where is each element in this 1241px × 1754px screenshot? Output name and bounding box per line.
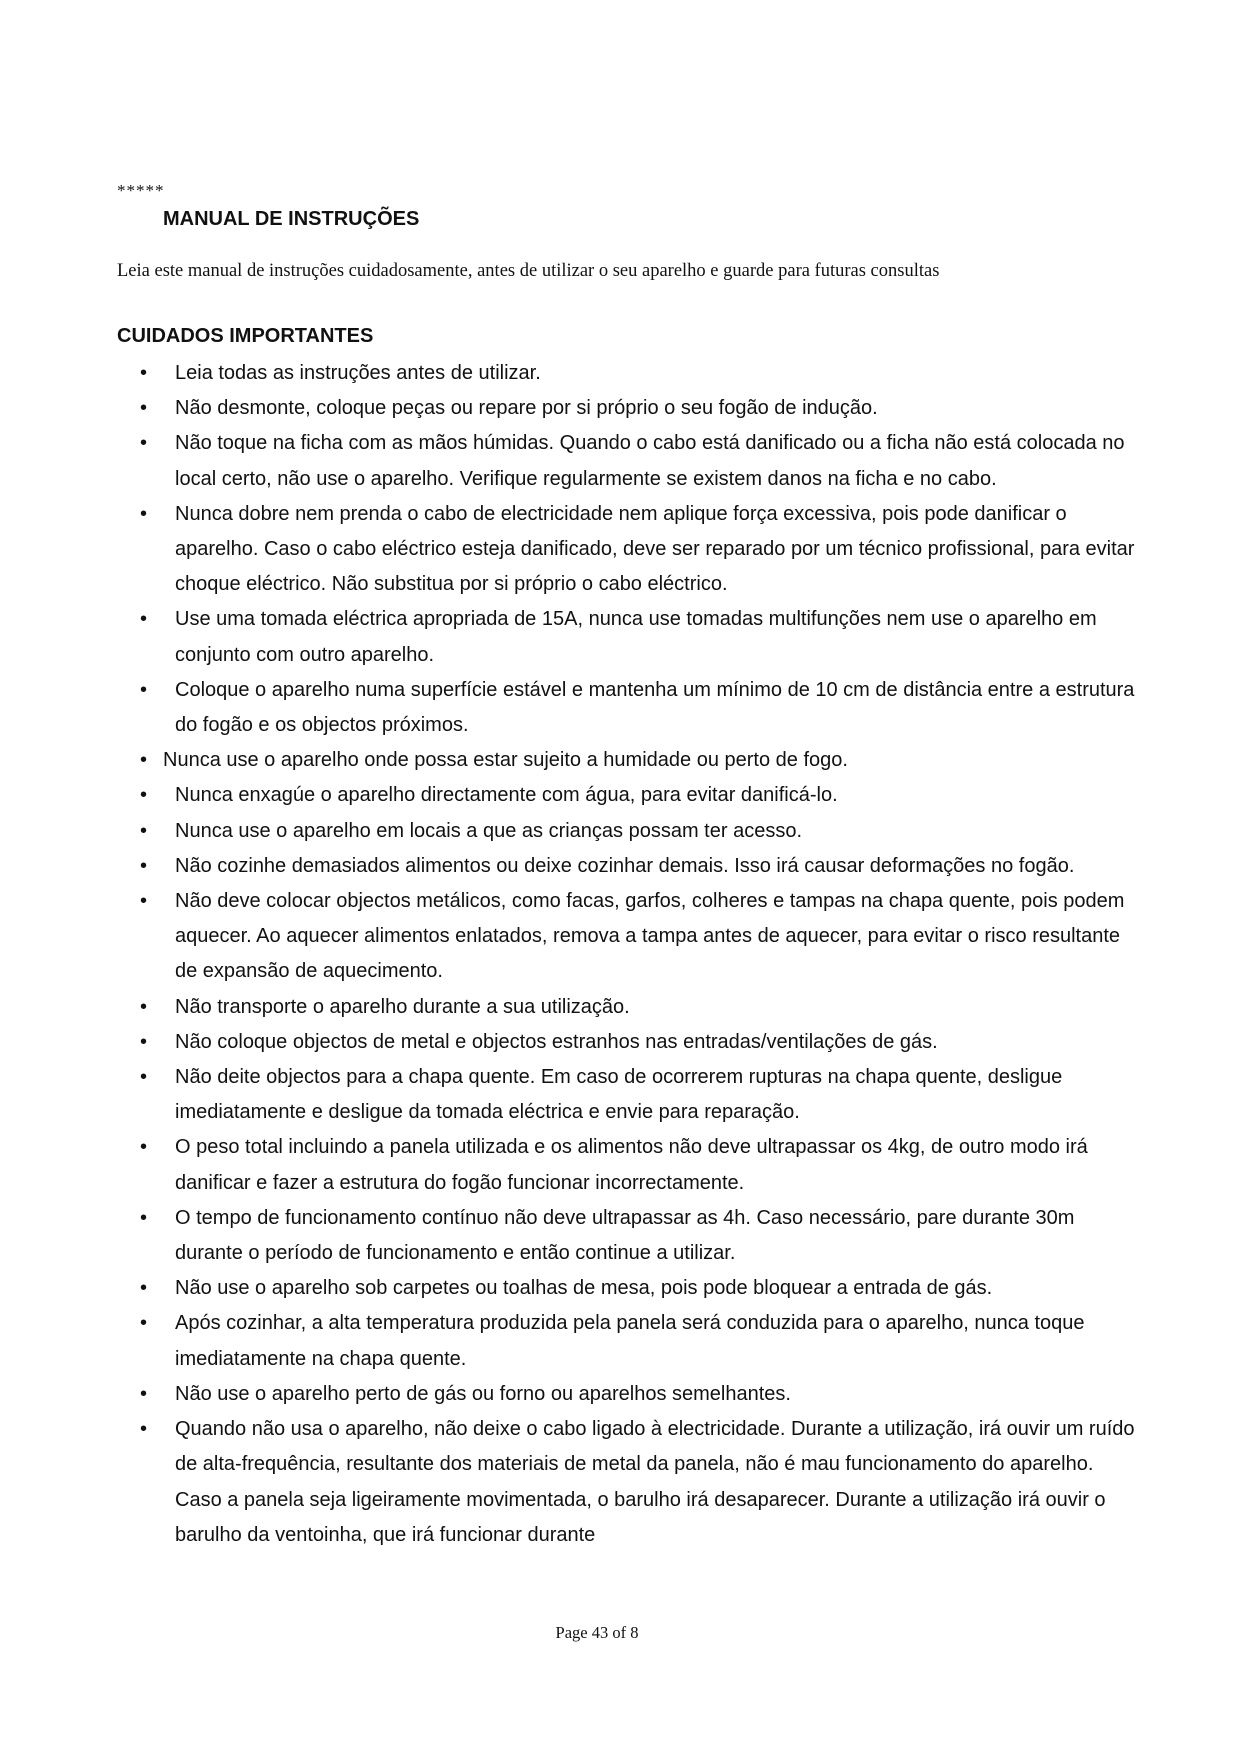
list-item (0, 743, 1241, 778)
page-number: Page 43 of 8 (555, 1623, 639, 1642)
list-item (0, 426, 1241, 496)
list-item-text: Coloque o aparelho numa superfície estável e mantenha um mínimo de 10 cm de distância entre a estrutura do fogão e os objectos próximos. (175, 678, 1135, 737)
bullet-icon: • (140, 1066, 148, 1089)
list-item (0, 391, 1241, 426)
bullet-icon: • (140, 678, 148, 701)
bullet-icon: • (140, 995, 148, 1018)
list-item (0, 778, 1241, 813)
list-item (0, 849, 1241, 884)
list-item-text: O peso total incluindo a panela utilizada e os alimentos não deve ultrapassar os 4kg, de outro modo irá danificar e fazer a estrutura do fogão funcionar incorrectamente. (175, 1136, 1088, 1194)
bullet-icon: • (140, 1206, 148, 1229)
decorative-stars: ***** (117, 181, 165, 200)
list-item-text: Não toque na ficha com as mãos húmidas. Quando o cabo está danificado ou a ficha não está colocada no local certo, não use o aparelho. Verifique regularmente se existem danos na ficha e no cabo. (175, 432, 1125, 490)
safety-instructions-list (0, 356, 1241, 1553)
bullet-icon: • (140, 432, 148, 455)
bullet-icon: • (140, 1382, 148, 1405)
list-item-text: Após cozinhar, a alta temperatura produzida pela panela será conduzida para o aparelho, nunca toque imediatamente na chapa quente. (175, 1312, 1085, 1370)
list-item (0, 1412, 1241, 1553)
list-item (0, 1130, 1241, 1200)
intro-paragraph: Leia este manual de instruções cuidadosamente, antes de utilizar o seu aparelho e guarde para futuras consultas (117, 261, 940, 281)
list-item-text: Use uma tomada eléctrica apropriada de 15A, nunca use tomadas multifunções nem use o aparelho em conjunto com outro aparelho. (175, 608, 1097, 666)
list-item (0, 814, 1241, 849)
bullet-icon: • (140, 362, 148, 384)
list-item-text: Não deite objectos para a chapa quente. Em caso de ocorrerem rupturas na chapa quente, desligue imediatamente e desligue da tomada eléctrica e envie para reparação. (175, 1066, 1063, 1124)
list-item-text: Não cozinhe demasiados alimentos ou deixe cozinhar demais. Isso irá causar deformações no fogão. (175, 854, 1075, 877)
bullet-icon: • (140, 819, 148, 842)
manual-title: MANUAL DE INSTRUÇÕES (163, 208, 420, 230)
bullet-icon: • (140, 397, 148, 420)
bullet-icon: • (140, 1136, 148, 1159)
list-item-text: Quando não usa o aparelho, não deixe o cabo ligado à electricidade. Durante a utilização, irá ouvir um ruído de alta-frequência, resultante dos materiais de metal da panela, não é mau funcionamento do aparelho. Caso a panela seja ligeiramente movimentada, o barulho irá desaparecer. Durante a utilização irá ouvir o barulho da ventoinha, que irá funcionar durante (175, 1418, 1135, 1546)
list-item-text: Nunca use o aparelho em locais a que as crianças possam ter acesso. (175, 819, 803, 842)
list-item (0, 990, 1241, 1025)
list-item (0, 602, 1241, 672)
bullet-icon: • (140, 1418, 148, 1441)
list-item (0, 356, 1241, 391)
list-item (0, 884, 1241, 990)
list-item-text: Leia todas as instruções antes de utilizar. (175, 362, 541, 384)
bullet-icon: • (140, 749, 148, 772)
bullet-icon: • (140, 784, 148, 807)
bullet-icon: • (140, 890, 148, 913)
list-item (0, 497, 1241, 603)
list-item-text: Nunca dobre nem prenda o cabo de electricidade nem aplique força excessiva, pois pode danificar o aparelho. Caso o cabo eléctrico esteja danificado, deve ser reparado por um técnico profissional, para evitar choque eléctrico. Não substitua por si próprio o cabo eléctrico. (175, 502, 1135, 596)
list-item-text: Não transporte o aparelho durante a sua utilização. (175, 995, 630, 1018)
list-item (0, 1201, 1241, 1271)
list-item-text: Nunca use o aparelho onde possa estar sujeito a humidade ou perto de fogo. (163, 749, 848, 772)
list-item (0, 1060, 1241, 1130)
list-item-text: O tempo de funcionamento contínuo não deve ultrapassar as 4h. Caso necessário, pare durante 30m durante o período de funcionamento e então continue a utilizar. (175, 1206, 1075, 1265)
list-item (0, 673, 1241, 743)
bullet-icon: • (140, 1277, 148, 1300)
bullet-icon: • (140, 502, 148, 525)
list-item (0, 1306, 1241, 1376)
bullet-icon: • (140, 1030, 148, 1053)
list-item (0, 1271, 1241, 1306)
bullet-icon: • (140, 1312, 148, 1335)
bullet-icon: • (140, 854, 148, 877)
list-item (0, 1377, 1241, 1412)
list-item-text: Nunca enxagúe o aparelho directamente com água, para evitar danificá-lo. (175, 784, 838, 807)
section-heading: CUIDADOS IMPORTANTES (117, 325, 374, 347)
list-item-text: Não use o aparelho sob carpetes ou toalhas de mesa, pois pode bloquear a entrada de gás. (175, 1277, 993, 1300)
list-item-text: Não deve colocar objectos metálicos, como facas, garfos, colheres e tampas na chapa quente, pois podem aquecer. Ao aquecer alimentos enlatados, remova a tampa antes de aquecer, para evitar o risco resultante de expansão de aquecimento. (175, 890, 1125, 983)
list-item-text: Não use o aparelho perto de gás ou forno ou aparelhos semelhantes. (175, 1382, 791, 1405)
list-item-text: Não desmonte, coloque peças ou repare por si próprio o seu fogão de indução. (175, 397, 878, 420)
bullet-icon: • (140, 608, 148, 631)
list-item (0, 1025, 1241, 1060)
list-item-text: Não coloque objectos de metal e objectos estranhos nas entradas/ventilações de gás. (175, 1030, 938, 1053)
